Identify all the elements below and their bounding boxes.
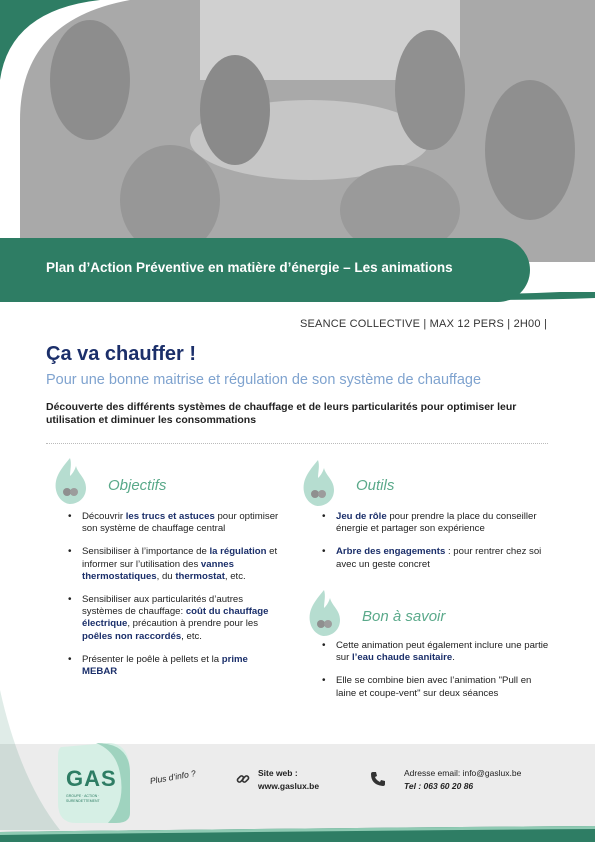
banner-title: Plan d’Action Préventive en matière d’énergie – Les animations xyxy=(46,260,453,275)
objectifs-title: Objectifs xyxy=(108,477,167,494)
flame-icon xyxy=(300,458,336,508)
objectifs-list xyxy=(66,511,284,689)
page-title: Ça va chauffer ! xyxy=(46,343,197,365)
list-item: • Découvrir les trucs et astuces pour optimiser son système de chauffage central xyxy=(66,511,284,535)
footer-accent-line xyxy=(0,826,595,842)
bon-a-savoir-list xyxy=(320,640,552,711)
outils-title: Outils xyxy=(356,477,395,494)
list-item: • Sensibiliser à l’importance de la régulation et informer sur l’utilisation des vannes thermostatiques, du thermostat, etc. xyxy=(66,546,284,583)
flame-icon xyxy=(52,456,88,506)
site-url[interactable]: www.gaslux.be xyxy=(258,781,320,791)
footer-left-curve xyxy=(0,690,60,830)
email-line: Adresse email: info@gaslux.be xyxy=(404,768,522,778)
tel-line: Tel : 063 60 20 86 xyxy=(404,781,474,791)
logo-text: GAS xyxy=(66,766,117,791)
session-info: SEANCE COLLECTIVE | MAX 12 PERS | 2H00 | xyxy=(299,318,547,330)
link-icon xyxy=(236,772,250,786)
intro-text: Découverte des différents systèmes de chauffage et de leurs particularités pour optimiser leur utilisation et diminuer les consommations xyxy=(46,401,517,426)
outils-list xyxy=(320,511,552,582)
phone-icon xyxy=(370,771,386,787)
list-item: • Jeu de rôle pour prendre la place du conseiller énergie et partager son expérience xyxy=(320,511,552,535)
banner-accent-line xyxy=(0,292,595,302)
bon-a-savoir-title: Bon à savoir xyxy=(362,608,446,625)
page-subtitle: Pour une bonne maitrise et régulation de son système de chauffage xyxy=(46,372,482,388)
site-label: Site web : xyxy=(258,768,298,778)
list-item: • Cette animation peut également inclure une partie sur l’eau chaude sanitaire. xyxy=(320,640,552,664)
list-item: • Présenter le poêle à pellets et la prime MEBAR xyxy=(66,654,284,678)
list-item: • Arbre des engagements : pour rentrer chez soi avec un geste concret xyxy=(320,546,552,570)
flame-icon xyxy=(306,588,342,638)
logo-tagline: GROUPE · ACTION · SURENDETTEMENT xyxy=(66,794,100,803)
list-item: • Elle se combine bien avec l’animation "Pull en laine et coupe-vent" sur deux séances xyxy=(320,675,552,699)
list-item: • Sensibiliser aux particularités d’autres systèmes de chauffage: coût du chauffage électrique, précaution à prendre pour les poêles non raccordés, etc. xyxy=(66,594,284,643)
divider xyxy=(46,443,548,444)
plus-info-label: Plus d’info ? xyxy=(149,768,197,786)
